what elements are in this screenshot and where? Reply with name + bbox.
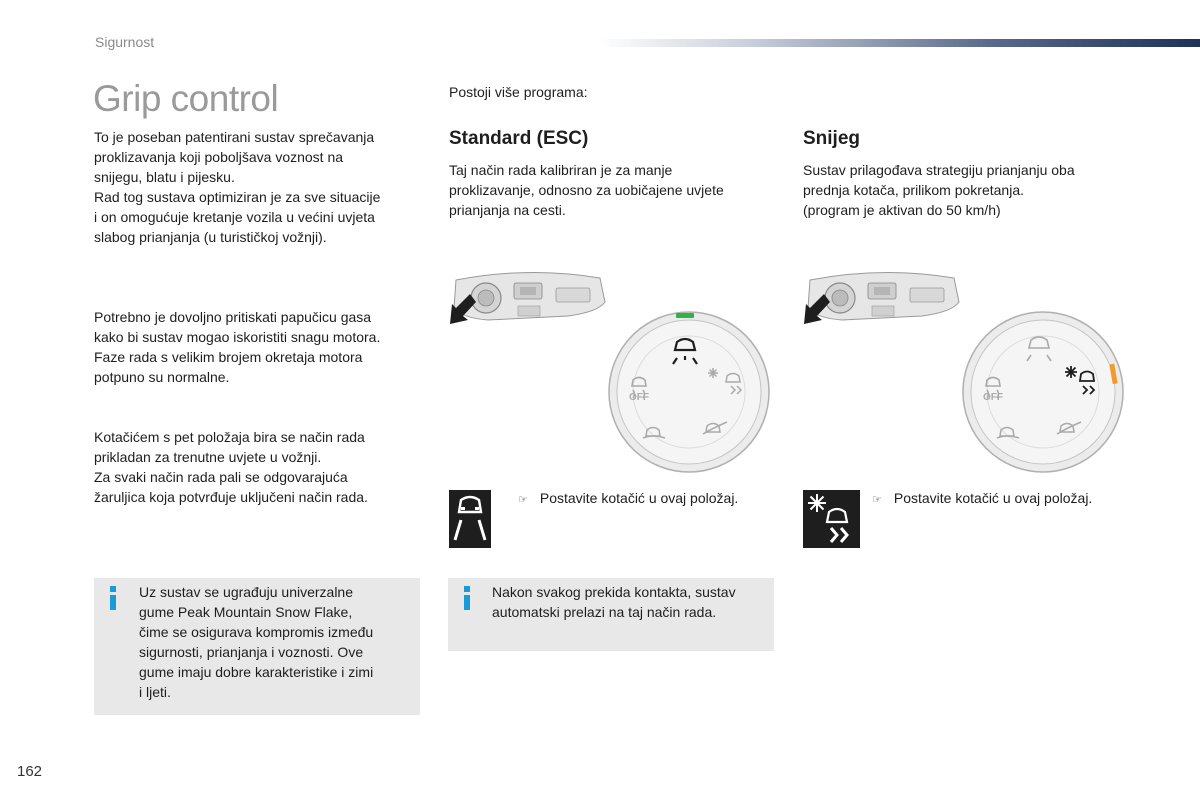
intro-paragraph: To je poseban patentirani sustav sprečavanja proklizavanja koji poboljšava voznost na snijegu, blatu i pijesku. Rad tog sustava optimiziran je za sve situacije i on omogućuje kretanje vozila u većini uvjeta slabog prianjanja (u turističkoj vožnji). [94,129,381,245]
standard-heading: Standard (ESC) [449,128,589,149]
standard-mode-lamp [449,490,491,548]
snow-mode-lamp [803,490,860,548]
throttle-paragraph: Potrebno je dovoljno pritiskati papučicu gasa kako bi sustav mogao iskoristiti snagu motora. Faze rada s velikim brojem okretaja motora potpuno su normalne. [94,309,381,385]
dashboard-illustration [802,268,962,330]
header-bar [598,39,1200,47]
standard-description: Taj način rada kalibriran je za manje proklizavanje, odnosno za uobičajene uvjete prianjanja na cesti. [449,162,724,218]
selector-paragraph: Kotačićem s pet položaja bira se način rada prikladan za trenutne uvjete u vožnji. Za svaki način rada pali se odgovarajuća žaruljica koja potvrđuje uključeni način rada. [94,429,368,505]
off-label: OFF [983,392,1003,403]
info-note-tyres [94,578,420,715]
standard-step [518,490,738,506]
standard-step-text: Postavite kotačić u ovaj položaj. [539,490,739,506]
info-note-reset [448,578,774,651]
section-label: Sigurnost [95,34,155,50]
info-icon [108,586,118,610]
snow-description: Sustav prilagođava strategiju prianjanju oba prednja kotača, prilikom pokretanja. (program je aktivan do 50 km/h) [803,162,1075,218]
off-label: OFF [629,392,649,403]
snow-mode-icon [803,490,860,548]
info-note-text: Uz sustav se ugrađuju univerzalne gume Peak Mountain Snow Flake, čime se osigurava kompromis između sigurnosti, prianjanja i voznosti. Ove gume imaju dobre karakteristike i zimi i ljeti. [139,584,374,700]
page-number: 162 [17,763,43,780]
programs-intro: Postoji više programa: [449,84,588,100]
road-traction-icon [449,490,491,548]
page-title: Grip control [93,78,279,119]
snow-step [872,490,1092,506]
snow-step-text: Postavite kotačić u ovaj položaj. [893,490,1093,506]
dashboard-illustration [448,268,608,330]
pointing-hand-icon: ☞ [518,493,528,506]
mode-selector-dial [961,310,1125,474]
info-icon [462,586,472,610]
mode-selector-dial [607,310,771,474]
pointing-hand-icon: ☞ [872,493,882,506]
snow-heading: Snijeg [803,128,861,149]
info-note-text: Nakon svakog prekida kontakta, sustav automatski prelazi na taj način rada. [492,584,736,620]
